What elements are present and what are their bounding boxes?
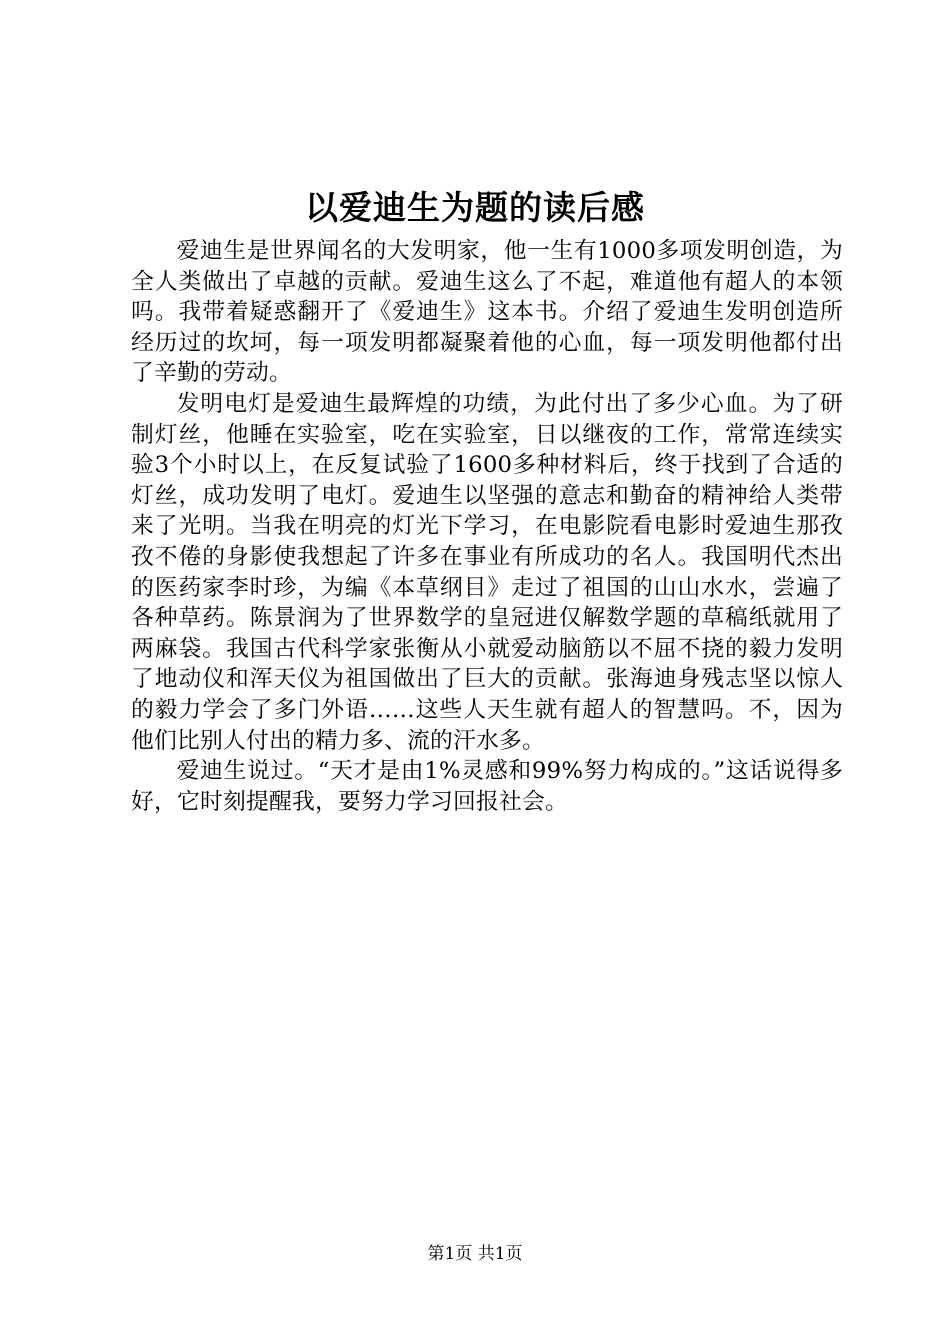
paragraph-1: 爱迪生是世界闻名的大发明家，他一生有1000多项发明创造，为全人类做出了卓越的贡献。爱迪生这么了不起，难道他有超人的本领吗。我带着疑惑翻开了《爱迪生》这本书。介绍了爱迪生发明创造所经历过的坎坷，每一项发明都凝聚着他的心血，每一项发明他都付出了辛勤的劳动。 bbox=[131, 238, 843, 387]
page-number-footer: 第1页 共1页 bbox=[427, 1244, 523, 1264]
paragraph-3: 爱迪生说过。“天才是由1%灵感和99%努力构成的。”这话说得多好，它时刻提醒我，要努力学习回报社会。 bbox=[131, 758, 843, 815]
document-title: 以爱迪生为题的读后感 bbox=[305, 188, 645, 227]
document-body bbox=[131, 236, 843, 817]
paragraph-2: 发明电灯是爱迪生最辉煌的功绩，为此付出了多少心血。为了研制灯丝，他睡在实验室，吃在实验室，日以继夜的工作，常常连续实验3个小时以上，在反复试验了1600多种材料后，终于找到了合适的灯丝，成功发明了电灯。爱迪生以坚强的意志和勤奋的精神给人类带来了光明。当我在明亮的灯光下学习，在电影院看电影时爱迪生那孜孜不倦的身影使我想起了许多在事业有所成功的名人。我国明代杰出的医药家李时珍，为编《本草纲目》走过了祖国的山山水水，尝遍了各种草药。陈景润为了世界数学的皇冠进仅解数学题的草稿纸就用了两麻袋。我国古代科学家张衡从小就爱动脑筋以不屈不挠的毅力发明了地动仪和浑天仪为祖国做出了巨大的贡献。张海迪身残志坚以惊人的毅力学会了多门外语……这些人天生就有超人的智慧吗。不，因为他们比别人付出的精力多、流的汗水多。 bbox=[131, 390, 843, 754]
